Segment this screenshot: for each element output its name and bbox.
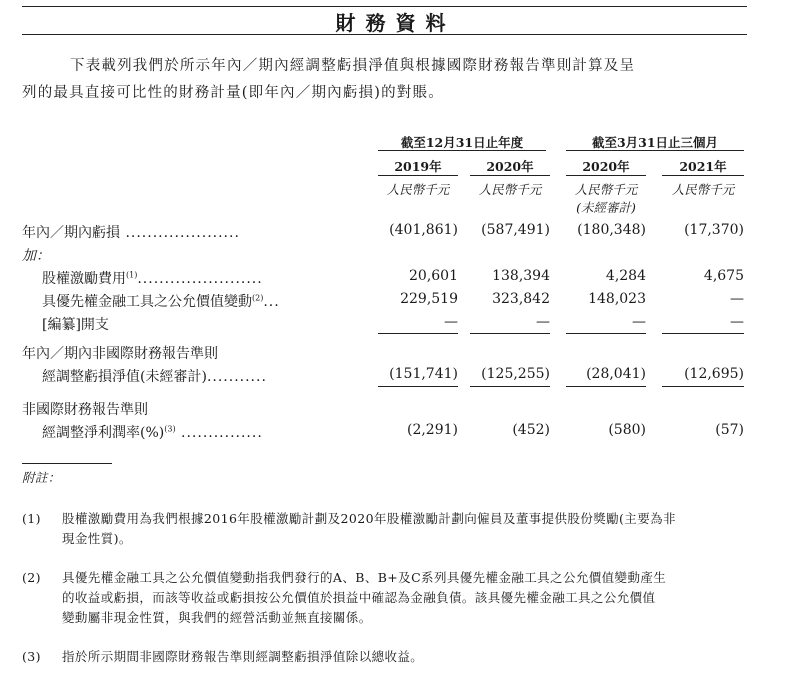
unit-label: 人民幣千元 (386, 182, 450, 197)
cell-adjusted-loss-2021-q1: (12,695) (684, 366, 744, 382)
total-rule (662, 386, 744, 387)
unit-label: 人民幣千元 (671, 182, 735, 197)
cell-margin-2020-q1: (580) (608, 422, 646, 438)
group-header-quarter: 截至3月31日止三個月 (591, 135, 719, 150)
leader-dots: ....................... (137, 271, 263, 287)
year-header-2020-q1: 2020年 (582, 159, 630, 174)
unit-label: 人民幣千元 (478, 182, 542, 197)
cell-redacted-2020: — (536, 314, 550, 330)
cell-fair-value-2021-q1: — (730, 291, 744, 307)
cell-adjusted-loss-2020-q1: (28,041) (586, 366, 646, 382)
cell-loss-2020-q1: (180,348) (577, 222, 646, 238)
cell-fair-value-2020-q1: 148,023 (588, 291, 646, 307)
subtotal-rule (378, 333, 458, 334)
cell-loss-2020: (587,491) (481, 222, 550, 238)
cell-redacted-2020-q1: — (632, 314, 646, 330)
year-header-2019: 2019年 (394, 159, 442, 174)
footnote-ref: (2) (252, 293, 264, 303)
add-label: 加： (22, 248, 50, 264)
year-header-rule (662, 175, 744, 176)
footnote-ref: (3) (164, 424, 176, 434)
note-marker-1: (1) (22, 511, 41, 526)
subtotal-rule (662, 333, 744, 334)
row-label-share-comp: 股權激勵費用$^{(1)}$....................... (42, 270, 263, 287)
year-header-rule (566, 175, 646, 176)
year-header-2021-q1: 2021年 (679, 159, 727, 174)
note-3-line-1: 指於所示期間非國際財務報告準則經調整虧損淨值除以總收益。 (62, 649, 424, 664)
cell-loss-2021-q1: (17,370) (684, 222, 744, 238)
row-label-loss: 年內／期內虧損 ..................... (22, 225, 240, 241)
group-header-year: 截至12月31日止年度 (400, 135, 524, 150)
leader-dots: ..................... (120, 225, 240, 241)
cell-redacted-2021-q1: — (730, 314, 744, 330)
year-header-rule (378, 175, 458, 176)
total-rule (378, 386, 458, 387)
intro-line-1: 下表載列我們於所示年內／期內經調整虧損淨值與根據國際財務報告準則計算及呈 (70, 58, 636, 74)
cell-margin-2021-q1: (57) (715, 422, 744, 438)
row-label-adjusted-margin-line-1: 非國際財務報告準則 (22, 402, 148, 418)
cell-share-comp-2020: 138,394 (492, 268, 550, 284)
cell-share-comp-2020-q1: 4,284 (605, 268, 646, 284)
row-label-redacted-expenses: [編纂]開支 (42, 317, 109, 333)
note-1-line-2: 現金性質)。 (62, 531, 132, 546)
title-bottom-rule (22, 34, 747, 35)
row-label-adjusted-loss-line-2: 經調整虧損淨值(未經審計)........... (42, 369, 267, 385)
leader-dots: ............... (175, 425, 263, 441)
cell-share-comp-2021-q1: 4,675 (703, 268, 744, 284)
unit-label: 人民幣千元 (574, 182, 638, 197)
cell-fair-value-2020: 323,842 (492, 291, 550, 307)
leader-dots: ........... (206, 369, 267, 385)
row-label-adjusted-loss-line-1: 年內／期內非國際財務報告準則 (22, 346, 218, 362)
cell-fair-value-2019: 229,519 (400, 291, 458, 307)
cell-margin-2019: (2,291) (406, 422, 458, 438)
year-header-2020: 2020年 (486, 159, 534, 174)
cell-loss-2019: (401,861) (389, 222, 458, 238)
group-header-year-rule (378, 150, 546, 151)
row-label-fair-value: 具優先權金融工具之公允價值變動$^{(2)}$... (42, 293, 280, 310)
intro-line-2: 列的最具直接可比性的財務計量(即年內／期內虧損)的對賬。 (22, 85, 444, 101)
group-header-quarter-rule (566, 150, 744, 151)
year-header-rule (470, 175, 550, 176)
unaudited-label: (未經審計) (576, 200, 636, 215)
cell-margin-2020: (452) (512, 422, 550, 438)
row-label-adjusted-margin-line-2: 經調整淨利潤率(%)$^{(3)}$ ............... (42, 424, 263, 441)
note-2-line-1: 具優先權金融工具之公允價值變動指我們發行的A、B、B+及C系列具優先權金融工具之公允價值變動產生 (62, 570, 667, 585)
notes-heading: 附註： (22, 470, 61, 485)
notes-divider (22, 463, 112, 464)
total-rule (566, 386, 646, 387)
total-rule (470, 386, 550, 387)
cell-share-comp-2019: 20,601 (409, 268, 458, 284)
note-2-line-2: 的收益或虧損，而該等收益或虧損按公允價值於損益中確認為金融負債。該具優先權金融工具之公允價值 (62, 590, 656, 605)
subtotal-rule (566, 333, 646, 334)
note-marker-2: (2) (22, 570, 41, 585)
section-title: 財務資料 (335, 11, 456, 35)
cell-adjusted-loss-2019: (151,741) (389, 366, 458, 382)
cell-redacted-2019: — (444, 314, 458, 330)
cell-adjusted-loss-2020: (125,255) (481, 366, 550, 382)
note-marker-3: (3) (22, 649, 41, 664)
subtotal-rule (470, 333, 550, 334)
leader-dots: ... (263, 294, 280, 310)
note-1-line-1: 股權激勵費用為我們根據2016年股權激勵計劃及2020年股權激勵計劃向僱員及董事提供股份獎勵(主要為非 (62, 511, 676, 526)
note-2-line-3: 變動屬非現金性質，與我們的經營活動並無直接關係。 (62, 610, 372, 625)
footnote-ref: (1) (126, 270, 138, 280)
